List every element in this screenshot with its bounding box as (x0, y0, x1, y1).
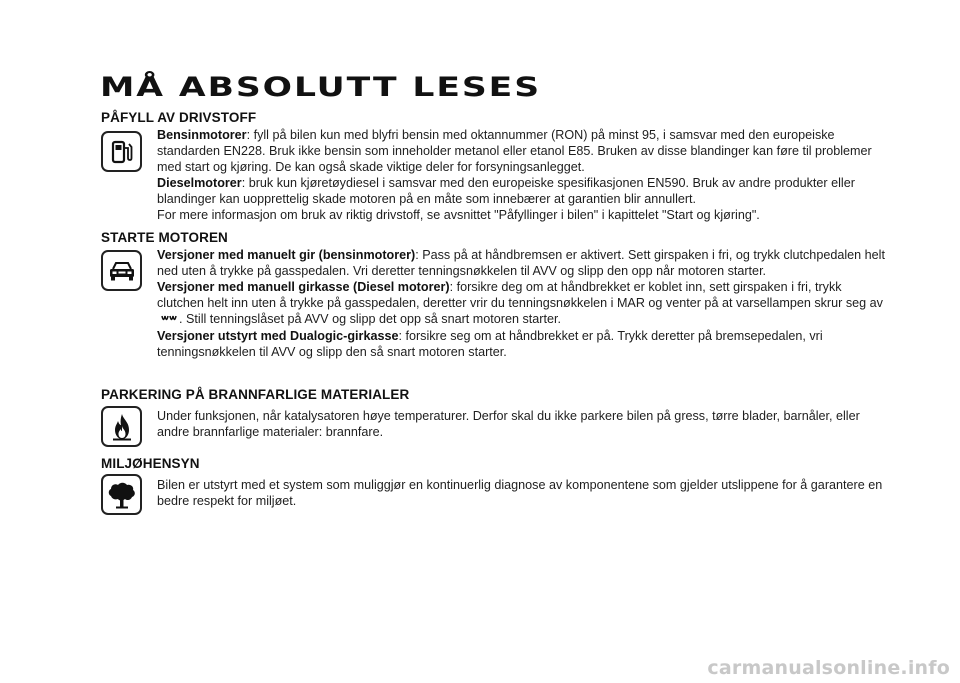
parking-text (157, 408, 887, 440)
environment-text (157, 477, 887, 509)
flame-icon (101, 406, 142, 447)
fuel-text (157, 127, 887, 223)
fuel-pump-icon (101, 131, 142, 172)
glow-plug-icon (161, 312, 178, 328)
heading-start: STARTE MOTOREN (101, 230, 228, 245)
car-front-icon (101, 250, 142, 291)
label-petrol-engines: Bensinmotorer (157, 128, 247, 142)
watermark: carmanualsonline.info (707, 657, 950, 679)
start-paragraph-manual-diesel: Versjoner med manuell girkasse (Diesel motorer): forsikre deg om at håndbrekket er koblet inn, sett girspaken i fri, trykk clutchen helt inn uten å trykke på gasspedalen, deretter vrir du tenningsnøkkelen i MAR og venter på at varsellampen skrur seg av . Still tenningslåset på AVV og slipp det opp så snart motoren starter. (157, 280, 883, 326)
label-manual-petrol: Versjoner med manuelt gir (bensinmotorer) (157, 248, 416, 262)
heading-fuel: PÅFYLL AV DRIVSTOFF (101, 110, 257, 125)
heading-parking: PARKERING PÅ BRANNFARLIGE MATERIALER (101, 387, 410, 402)
label-manual-diesel: Versjoner med manuell girkasse (Diesel motorer) (157, 280, 450, 294)
start-text (157, 247, 887, 360)
label-dualogic: Versjoner utstyrt med Dualogic-girkasse (157, 329, 399, 343)
fuel-paragraph-petrol: Bensinmotorer: fyll på bilen kun med blyfri bensin med oktannummer (RON) på minst 95, i samsvar med den europeiske standarden EN228. Bruk ikke bensin som inneholder metanol eller etanol E85. Bruken av disse blandinger kan føre til problemer med start og kjøring. De kan også skade viktige deler for forsyningsanlegget. (157, 128, 872, 174)
heading-environment: MILJØHENSYN (101, 456, 200, 471)
environment-paragraph: Bilen er utstyrt med et system som muliggjør en kontinuerlig diagnose av komponentene som gjelder utslippene for å garantere en bedre respekt for miljøet. (157, 478, 883, 508)
page-title: MÅ ABSOLUTT LESES (100, 72, 542, 103)
start-paragraph-dualogic: Versjoner utstyrt med Dualogic-girkasse: forsikre seg om at håndbrekket er på. Trykk deretter på bremsepedalen, vri tenningsnøkkelen til AVV og slipp den så snart motoren starter. (157, 329, 823, 359)
parking-paragraph: Under funksjonen, når katalysatoren høye temperaturer. Derfor skal du ikke parkere bilen på gress, tørre blader, barnåler, eller andre brannfarlige materialer: brannfare. (157, 409, 860, 439)
label-diesel-engines: Dieselmotorer (157, 176, 242, 190)
start-paragraph-manual-petrol: Versjoner med manuelt gir (bensinmotorer): Pass på at håndbremsen er aktivert. Sett girspaken i fri, og trykk clutchpedalen helt ned uten å trykke på gasspedalen. Vri deretter tenningsnøkkelen til AVV og slipp den opp når motoren starter. (157, 248, 885, 278)
tree-icon (101, 474, 142, 515)
fuel-paragraph-more-info: For mere informasjon om bruk av riktig drivstoff, se avsnittet "Påfyllinger i bilen" i kapittelet "Start og kjøring". (157, 208, 760, 222)
fuel-paragraph-diesel: Dieselmotorer: bruk kun kjøretøydiesel i samsvar med den europeiske spesifikasjonen EN590. Bruk av andre produkter eller blandinger kan uopprettelig skade motoren på en måte som innebærer at garantien blir annullert. (157, 176, 855, 206)
